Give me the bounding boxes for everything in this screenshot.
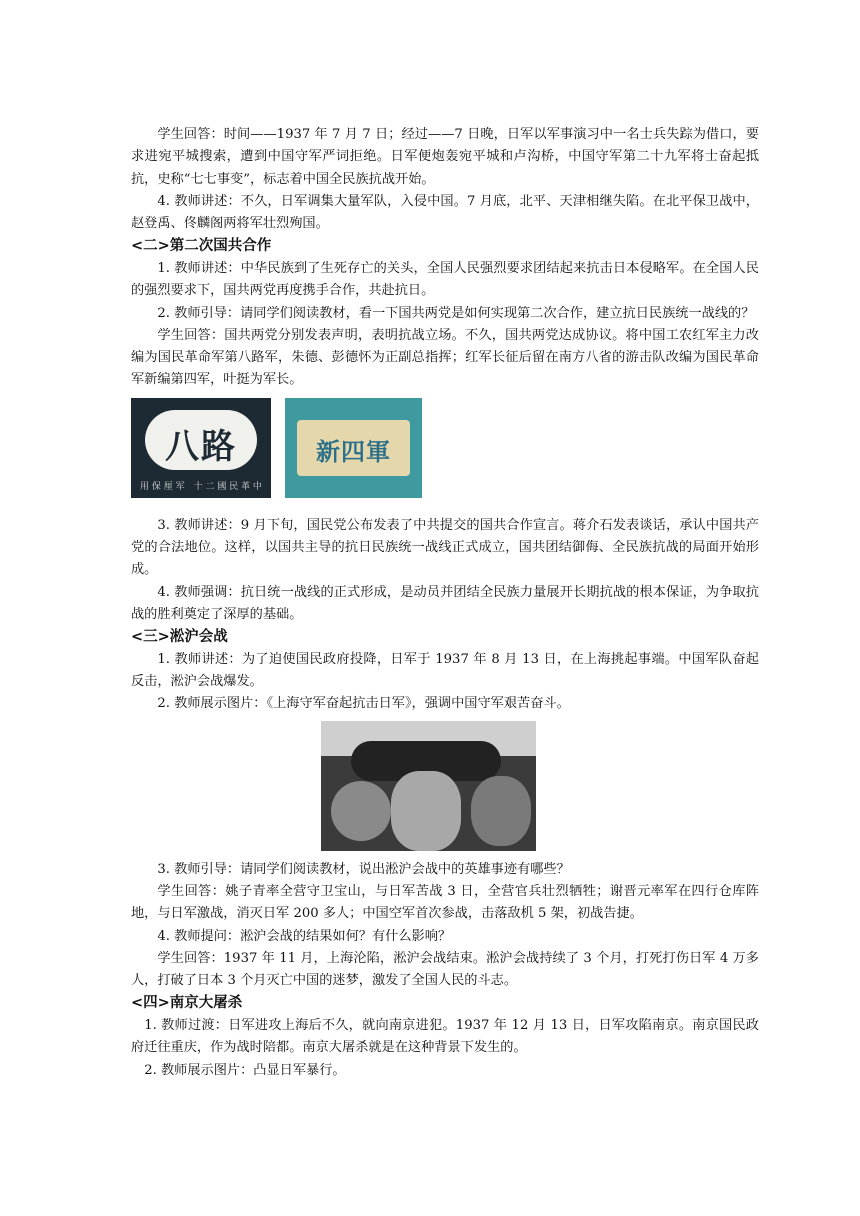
paragraph: 4. 教师讲述：不久，日军调集大量军队，入侵中国。7 月底，北平、天津相继失陷。在北平保卫战中，赵登禹、佟麟阁两将军壮烈殉国。 xyxy=(131,193,759,232)
paragraph: 2. 教师展示图片：《上海守军奋起抗击日军》，强调中国守军艰苦奋斗。 xyxy=(157,696,570,712)
section-heading: <四>南京大屠杀 xyxy=(131,995,243,1012)
section-heading: <二>第二次国共合作 xyxy=(131,238,272,255)
paragraph: 2. 教师引导：请同学们阅读教材，看一下国共两党是如何实现第二次合作，建立抗日民族统一战线的？ xyxy=(157,305,755,321)
armband-caption: 用 保 厘 军 十 二 國 民 革 中 xyxy=(140,481,262,492)
document-page xyxy=(131,124,759,1082)
paragraph: 学生回答：1937 年 11 月，上海沦陷，淞沪会战结束。淞沪会战持续了 3 个月，打死打伤日军 4 万多人，打破了日本 3 个月灭亡中国的迷梦，激发了全国人民的斗志。 xyxy=(131,950,759,989)
paragraph: 学生回答：国共两党分别发表声明，表明抗战立场。不久，国共两党达成协议。将中国工农红军主力改编为国民革命军第八路军，朱德、彭德怀为正副总指挥；红军长征后留在南方八省的游击队改编为国民革命军新编第四军，叶挺为军长。 xyxy=(131,327,759,388)
paragraph: 1. 教师讲述：为了迫使国民政府投降，日军于 1937 年 8 月 13 日，在上海挑起事端。中国军队奋起反击，淞沪会战爆发。 xyxy=(131,651,759,690)
paragraph: 2. 教师展示图片：凸显日军暴行。 xyxy=(144,1062,346,1078)
section-heading: <三>淞沪会战 xyxy=(131,629,228,646)
armband-text: 新四軍 xyxy=(316,437,391,466)
paragraph: 4. 教师强调：抗日统一战线的正式形成，是动员并团结全民族力量展开长期抗战的根本保证，为争取抗战的胜利奠定了深厚的基础。 xyxy=(131,584,759,622)
paragraph: 学生回答：姚子青率全营守卫宝山，与日军苦战 3 日，全营官兵壮烈牺牲；谢晋元率军在四行仓库阵地，与日军激战，消灭日军 200 多人；中国空军首次参战，击落敌机 5 架，初战告捷。 xyxy=(131,883,759,922)
armband-images xyxy=(131,398,759,511)
paragraph: 3. 教师讲述：9 月下旬，国民党公布发表了中共提交的国共合作宣言。蒋介石发表谈话，承认中国共产党的合法地位。这样，以国共主导的抗日民族统一战线正式成立，国共团结御侮、全民族抗战的局面开始形成。 xyxy=(131,517,759,578)
paragraph: 1. 教师过渡：日军进攻上海后不久，就向南京进犯。1937 年 12 月 13 日，日军攻陷南京。南京国民政府迁往重庆，作为战时陪都。南京大屠杀就是在这种背景下发生的。 xyxy=(131,1017,759,1056)
new-fourth-army-armband-image xyxy=(285,398,422,498)
paragraph: 1. 教师讲述：中华民族到了生死存亡的关头，全国人民强烈要求团结起来抗击日本侵略军。在全国人民的强烈要求下，国共两党再度携手合作，共赴抗日。 xyxy=(131,260,759,299)
armband-text: 八路 xyxy=(165,426,237,467)
paragraph: 3. 教师引导：请同学们阅读教材，说出淞沪会战中的英雄事迹有哪些？ xyxy=(157,861,570,877)
paragraph: 4. 教师提问：淞沪会战的结果如何？有什么影响？ xyxy=(157,928,452,944)
shanghai-defenders-photo xyxy=(321,721,536,851)
eighth-route-army-armband-image xyxy=(131,398,271,498)
paragraph: 学生回答：时间——1937 年 7 月 7 日；经过——7 日晚，日军以军事演习中一名士兵失踪为借口，要求进宛平城搜索，遭到中国守军严词拒绝。日军便炮轰宛平城和卢沟桥，中国守军第二十九军将士奋起抵抗，史称“七七事变”，标志着中国全民族抗战开始。 xyxy=(131,127,759,187)
